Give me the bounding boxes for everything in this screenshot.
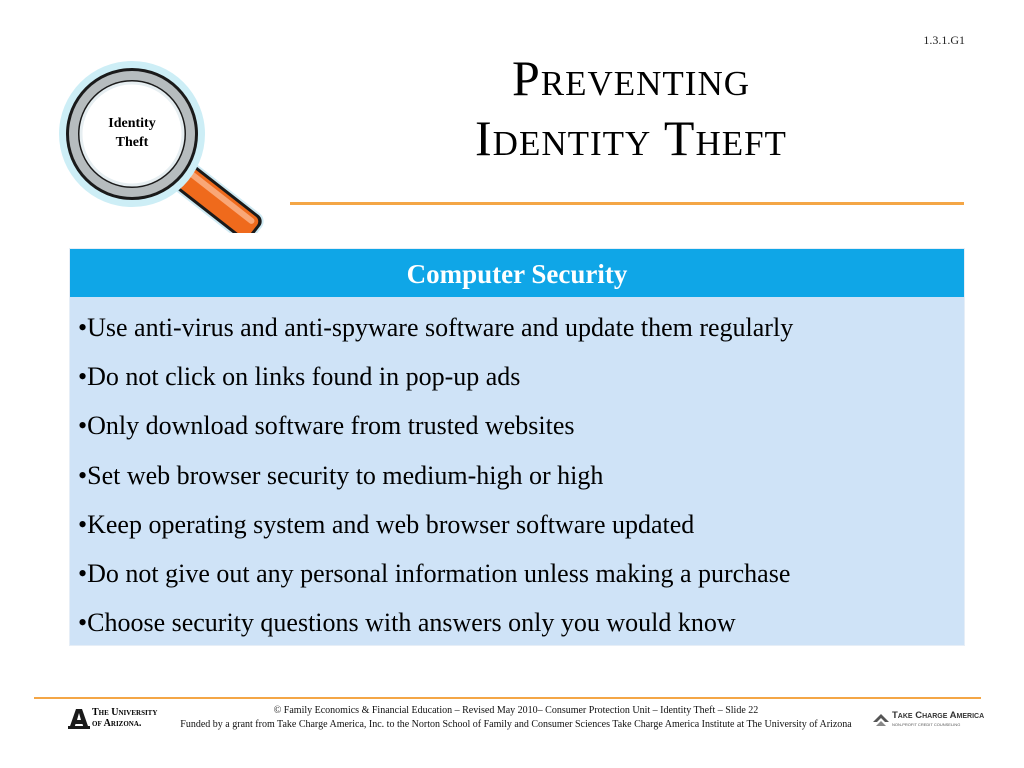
lens-label-line-1: Identity [108,116,156,131]
bullet-item: •Only download software from trusted websites [78,411,575,441]
ua-logo-line-2: of Arizona. [92,718,142,729]
title-line-2: Identity Theft [475,110,787,166]
footer-line-1: © Family Economics & Financial Education – Revised May 2010– Consumer Protection Unit – Identity Theft – Slide 22 [273,705,759,716]
lens-label-line-2: Theft [115,135,149,150]
tca-logo-subtitle: NON-PROFIT CREDIT COUNSELING [892,722,961,727]
bullet-item: •Do not give out any personal information unless making a purchase [78,559,791,589]
arizona-a-icon [68,708,90,730]
bullet-item: •Use anti-virus and anti-spyware software and update them regularly [78,313,794,342]
bullet-list [70,297,964,647]
page-title [300,48,962,168]
bullet-item: •Choose security questions with answers only you would know [78,608,736,638]
tca-swoosh-icon [872,710,890,728]
magnifying-glass-icon [56,58,271,233]
footer-line-2: Funded by a grant from Take Charge America, Inc. to the Norton School of Family and Consumer Sciences Take Charge America Institute at The University of Arizona [180,719,852,730]
title-line-1: Preventing [511,50,751,106]
footer-text [160,704,872,732]
bullet-item: •Do not click on links found in pop-up ads [78,362,521,392]
title-divider [290,202,964,205]
take-charge-america-logo [872,708,984,732]
university-of-arizona-logo [68,706,164,732]
tca-logo-name: Take Charge America [892,710,985,721]
computer-security-panel [69,248,965,646]
bullet-item: •Keep operating system and web browser software updated [78,509,695,539]
panel-header: Computer Security [70,249,964,297]
slide-code: 1.3.1.G1 [923,33,965,47]
bullet-item: •Set web browser security to medium-high or high [78,460,604,490]
ua-logo-line-1: The University [92,707,158,718]
footer-divider [34,697,981,699]
